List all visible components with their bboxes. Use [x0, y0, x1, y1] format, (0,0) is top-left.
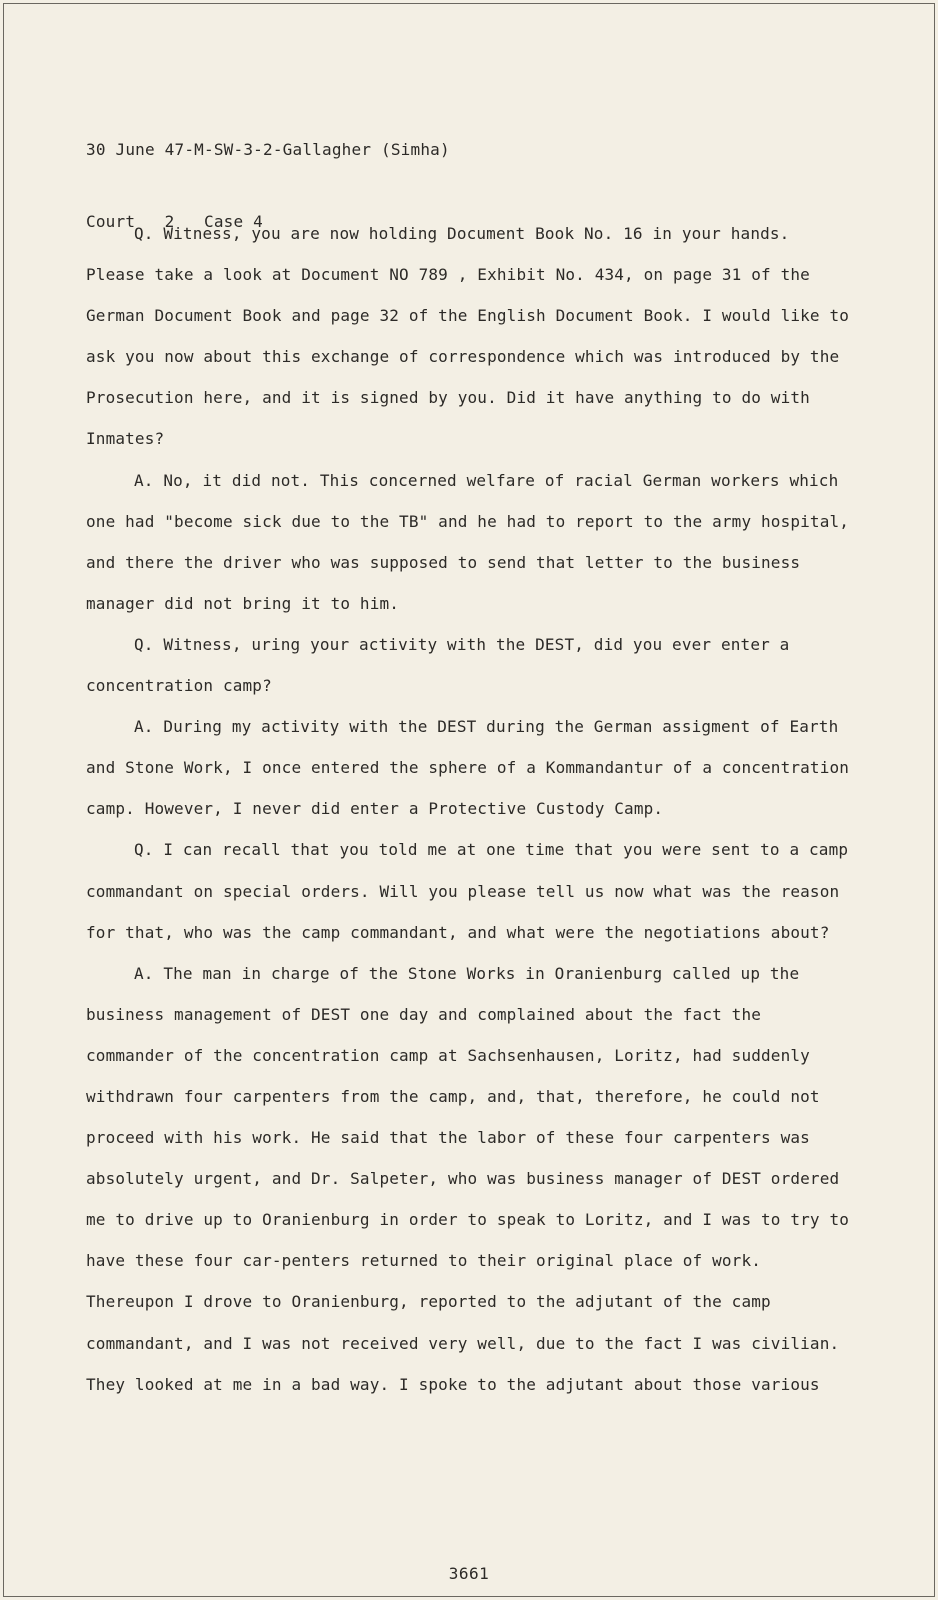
paragraph-question-2: Q. Witness, uring your activity with the DEST, did you ever enter a concentration camp? — [86, 634, 790, 696]
header-line-1: 30 June 47-M-SW-3-2-Gallagher (Simha) — [86, 140, 450, 159]
header-line-2: Court 2 Case 4 — [86, 212, 263, 231]
paragraph-question-1: Q. Witness, you are now holding Document Book No. 16 in your hands. Please take a look at Document NO 789 , Exhibit No. 434, on page 31 of the German Document Book and page 32 of the English Document Book. I would like to ask you now about this exchange of correspondence which was introduced by the Prosecution here, and it is signed by you. Did it have anything to do with Inmates? — [86, 224, 850, 449]
paragraph-answer-2: A. During my activity with the DEST during the German assigment of Earth and Stone Work, I once entered the sphere of a Kommandantur of a concentration camp. However, I never did enter a Protective Custody Camp. — [86, 717, 850, 819]
paragraph-answer-3: A. The man in charge of the Stone Works in Oranienburg called up the business management of DEST one day and complained about the fact the commander of the concentration camp at Sachsenhausen, Loritz, had suddenly withdrawn four carpenters from the camp, and, that, therefore, he could not proceed with his work. He said that the labor of these four carpenters was absolutely urgent, and Dr. Salpeter, who was business manager of DEST ordered me to drive up to Oranienburg in order to speak to Loritz, and I was to try to have these four car-penters returned to their original place of work. Thereupon I drove to Oranienburg, reported to the adjutant of the camp commandant, and I was not received very well, due to the fact I was civilian. They looked at me in a bad way. I spoke to the adjutant about those various — [86, 963, 850, 1394]
transcript-body — [86, 213, 856, 1405]
page-number: 3661 — [448, 1564, 490, 1583]
paragraph-answer-1: A. No, it did not. This concerned welfare of racial German workers which one had "become sick due to the TB" and he had to report to the army hospital, and there the driver who was supposed to send that letter to the business manager did not bring it to him. — [86, 470, 850, 613]
paragraph-question-3: Q. I can recall that you told me at one time that you were sent to a camp commandant on special orders. Will you please tell us now what was the reason for that, who was the camp commandant, and what were the negotiations about? — [86, 840, 849, 942]
